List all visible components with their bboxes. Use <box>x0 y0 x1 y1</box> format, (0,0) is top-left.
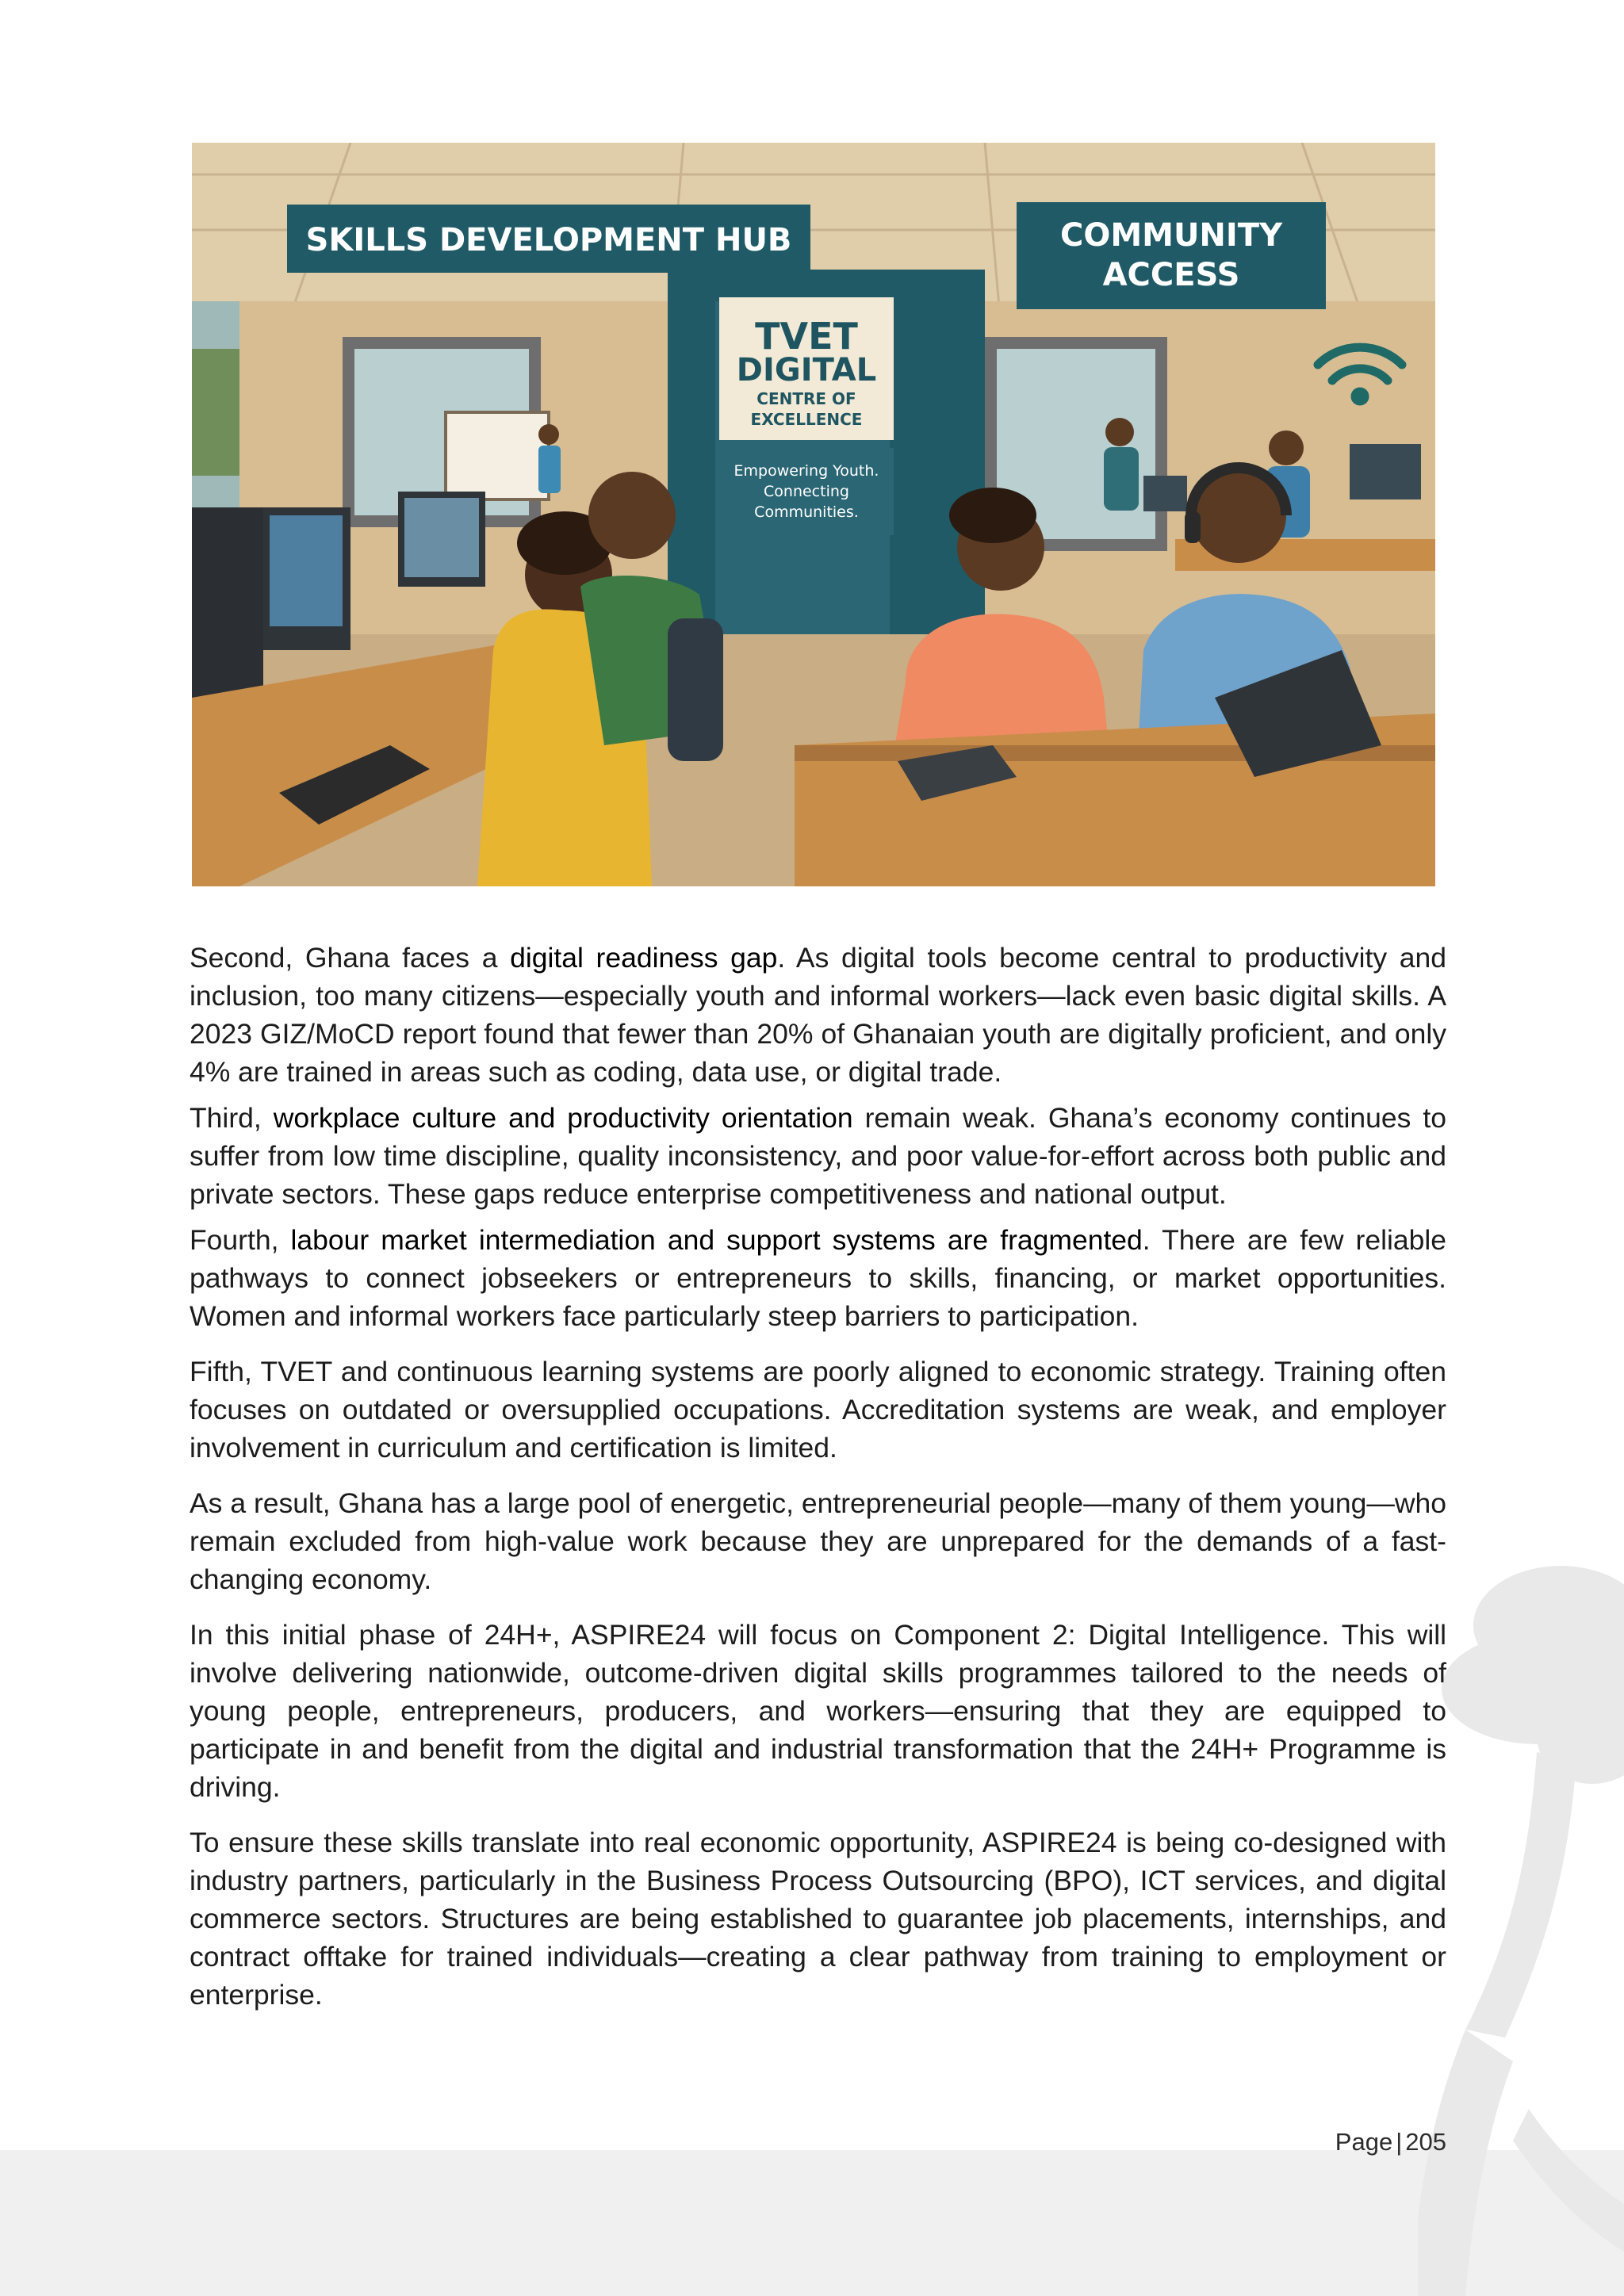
poster-title-4: EXCELLENCE <box>750 410 863 429</box>
sign-skills-hub: SKILLS DEVELOPMENT HUB <box>305 222 792 258</box>
hero-illustration <box>192 143 1435 886</box>
body-text <box>190 939 1446 2031</box>
poster-title-1: TVET <box>755 315 858 358</box>
poster-tagline-1: Empowering Youth. <box>733 462 879 480</box>
tree-watermark <box>1418 1554 1624 2296</box>
sign-community-line2: ACCESS <box>1102 257 1240 293</box>
paragraph-labour-market: Fourth, labour market intermediation and support systems are fragmented. There are few reliable pathways to connect jobseekers or entrepreneurs to skills, financing, or market opportunities. Women and informal workers face particularly steep barriers to participation. <box>190 1224 1446 1332</box>
paragraph-result: As a result, Ghana has a large pool of energetic, entrepreneurial people—many of them young—who remain excluded from high-value work because they are unprepared for the demands of a fast-changing economy. <box>190 1487 1446 1595</box>
paragraph-initial-phase: In this initial phase of 24H+, ASPIRE24 will focus on Component 2: Digital Intelligence. This will involve delivering nationwide, outcome-driven digital skills programmes tailored to the needs of young people, entrepreneurs, producers, and workers—ensuring that they are equipped to participate in and benefit from the digital and industrial transformation that the 24H+ Programme is driving. <box>190 1619 1446 1803</box>
paragraph-workplace-culture: Third, workplace culture and productivity orientation remain weak. Ghana’s economy continues to suffer from low time discipline, quality inconsistency, and poor value-for-effort across both public and private sectors. These gaps reduce enterprise competitiveness and national output. <box>190 1102 1446 1210</box>
paragraph-digital-readiness: Second, Ghana faces a digital readiness gap. As digital tools become central to productivity and inclusion, too many citizens—especially youth and informal workers—lack even basic digital skills. A 2023 GIZ/MoCD report found that fewer than 20% of Ghanaian youth are digitally proficient, and only 4% are trained in areas such as coding, data use, or digital trade. <box>190 942 1446 1088</box>
page-number-value: 205 <box>1405 2128 1446 2156</box>
page-separator: | <box>1396 2128 1403 2156</box>
paragraph-tvet: Fifth, TVET and continuous learning systems are poorly aligned to economic strategy. Training often focuses on outdated or oversupplied occupations. Accreditation systems are weak, and employer involvement in curriculum and certification is limited. <box>190 1356 1446 1464</box>
poster-tagline-3: Communities. <box>754 503 859 521</box>
poster-title-3: CENTRE OF <box>756 389 856 408</box>
poster-title-2: DIGITAL <box>736 352 877 388</box>
footer-band <box>0 2150 1624 2296</box>
poster-tagline-2: Connecting <box>764 483 849 500</box>
paragraph-industry-partners: To ensure these skills translate into real economic opportunity, ASPIRE24 is being co-designed with industry partners, particularly in the Business Process Outsourcing (BPO), ICT services, and digital commerce sectors. Structures are being established to guarantee job placements, internships, and contract offtake for trained individuals—creating a clear pathway from training to employment or enterprise. <box>190 1827 1446 2011</box>
emphasis-text: labour market intermediation and support systems are fragmented <box>290 1224 1143 1256</box>
emphasis-text: digital readiness gap <box>510 942 778 974</box>
sign-community-line1: COMMUNITY <box>1059 217 1283 254</box>
page-label: Page <box>1335 2128 1393 2156</box>
emphasis-text: workplace culture and productivity orientation <box>273 1102 853 1134</box>
page-number <box>1335 2128 1446 2156</box>
